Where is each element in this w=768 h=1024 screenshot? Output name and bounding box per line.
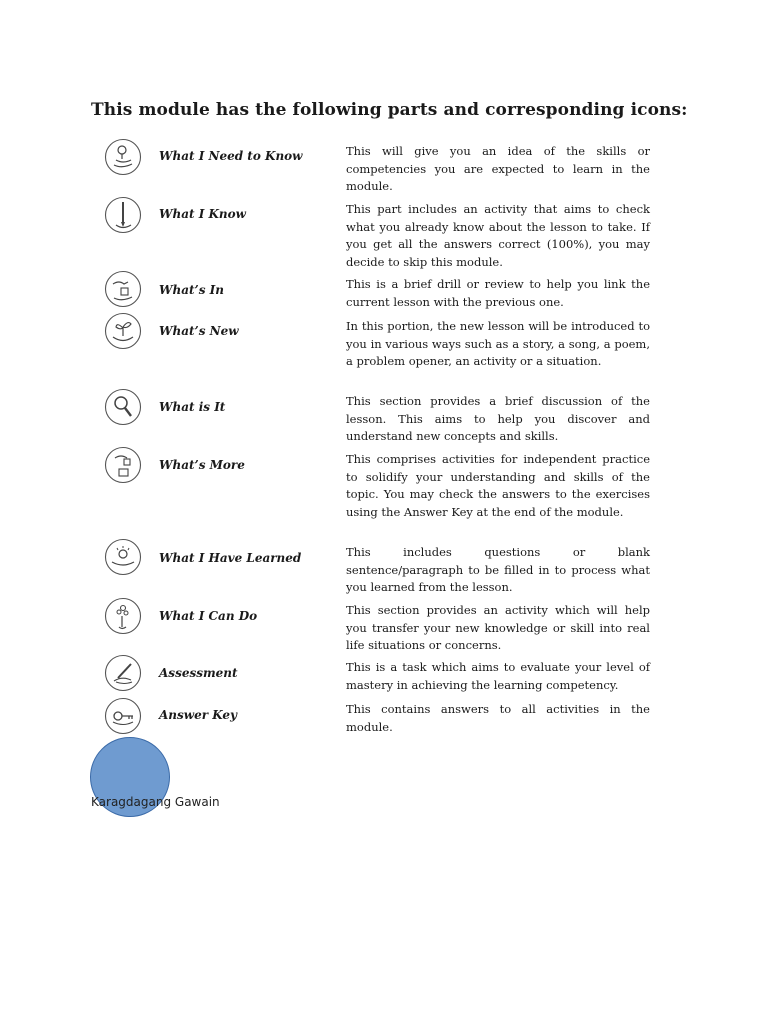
part-description: This contains answers to all activities in the module.: [346, 702, 650, 734]
part-description: This section provides a brief discussion of the lesson. This aims to help you discover and understand new concepts and skills.: [346, 394, 650, 443]
part-description: This is a brief drill or review to help you link the current lesson with the previous one.: [346, 277, 650, 309]
part-name: What’s More: [159, 458, 245, 472]
part-description: This includes questions or blank sentence/paragraph to be filled in to process what you learned from the lesson.: [346, 545, 650, 594]
part-name: What I Know: [159, 207, 246, 221]
part-name: What’s New: [159, 324, 239, 338]
page-title: This module has the following parts and corresponding icons:: [91, 100, 688, 120]
part-name: Assessment: [159, 666, 238, 680]
part-description: This section provides an activity which will help you transfer your new knowledge or skill into real life situations or concerns.: [346, 603, 650, 652]
part-name: What is It: [159, 400, 226, 414]
pencil-hand-icon: [104, 196, 142, 234]
part-name: What I Need to Know: [159, 149, 303, 163]
part-name: What’s In: [159, 283, 224, 297]
part-description: This will give you an idea of the skills or competencies you are expected to learn in the module.: [346, 144, 650, 193]
part-description: This part includes an activity that aims to check what you already know about the lesson to take. If you get all the answers correct (100%), you may decide to skip this module.: [346, 202, 650, 269]
sprout-hand-icon: [104, 312, 142, 350]
key-hand-icon: [104, 697, 142, 735]
writing-hand-icon: [104, 654, 142, 692]
flower-hand-icon: [104, 597, 142, 635]
part-name: What I Have Learned: [159, 551, 302, 565]
part-description: This is a task which aims to evaluate your level of mastery in achieving the learning competency.: [346, 660, 650, 692]
blocks-hand-icon: [104, 446, 142, 484]
magnifier-icon: [104, 388, 142, 426]
part-name: What I Can Do: [159, 609, 258, 623]
footer-label: Karagdagang Gawain: [91, 795, 220, 809]
part-description: This comprises activities for independent practice to solidify your understanding and skills of the topic. You may check the answers to the exercises using the Answer Key at the end of the module.: [346, 452, 650, 519]
bulb-hands-icon: [104, 538, 142, 576]
part-description: In this portion, the new lesson will be introduced to you in various ways such as a story, a song, a poem, a problem opener, an activity or a situation.: [346, 319, 650, 368]
hands-puzzle-icon: [104, 270, 142, 308]
part-name: Answer Key: [159, 708, 238, 722]
lightbulb-hand-icon: [104, 138, 142, 176]
